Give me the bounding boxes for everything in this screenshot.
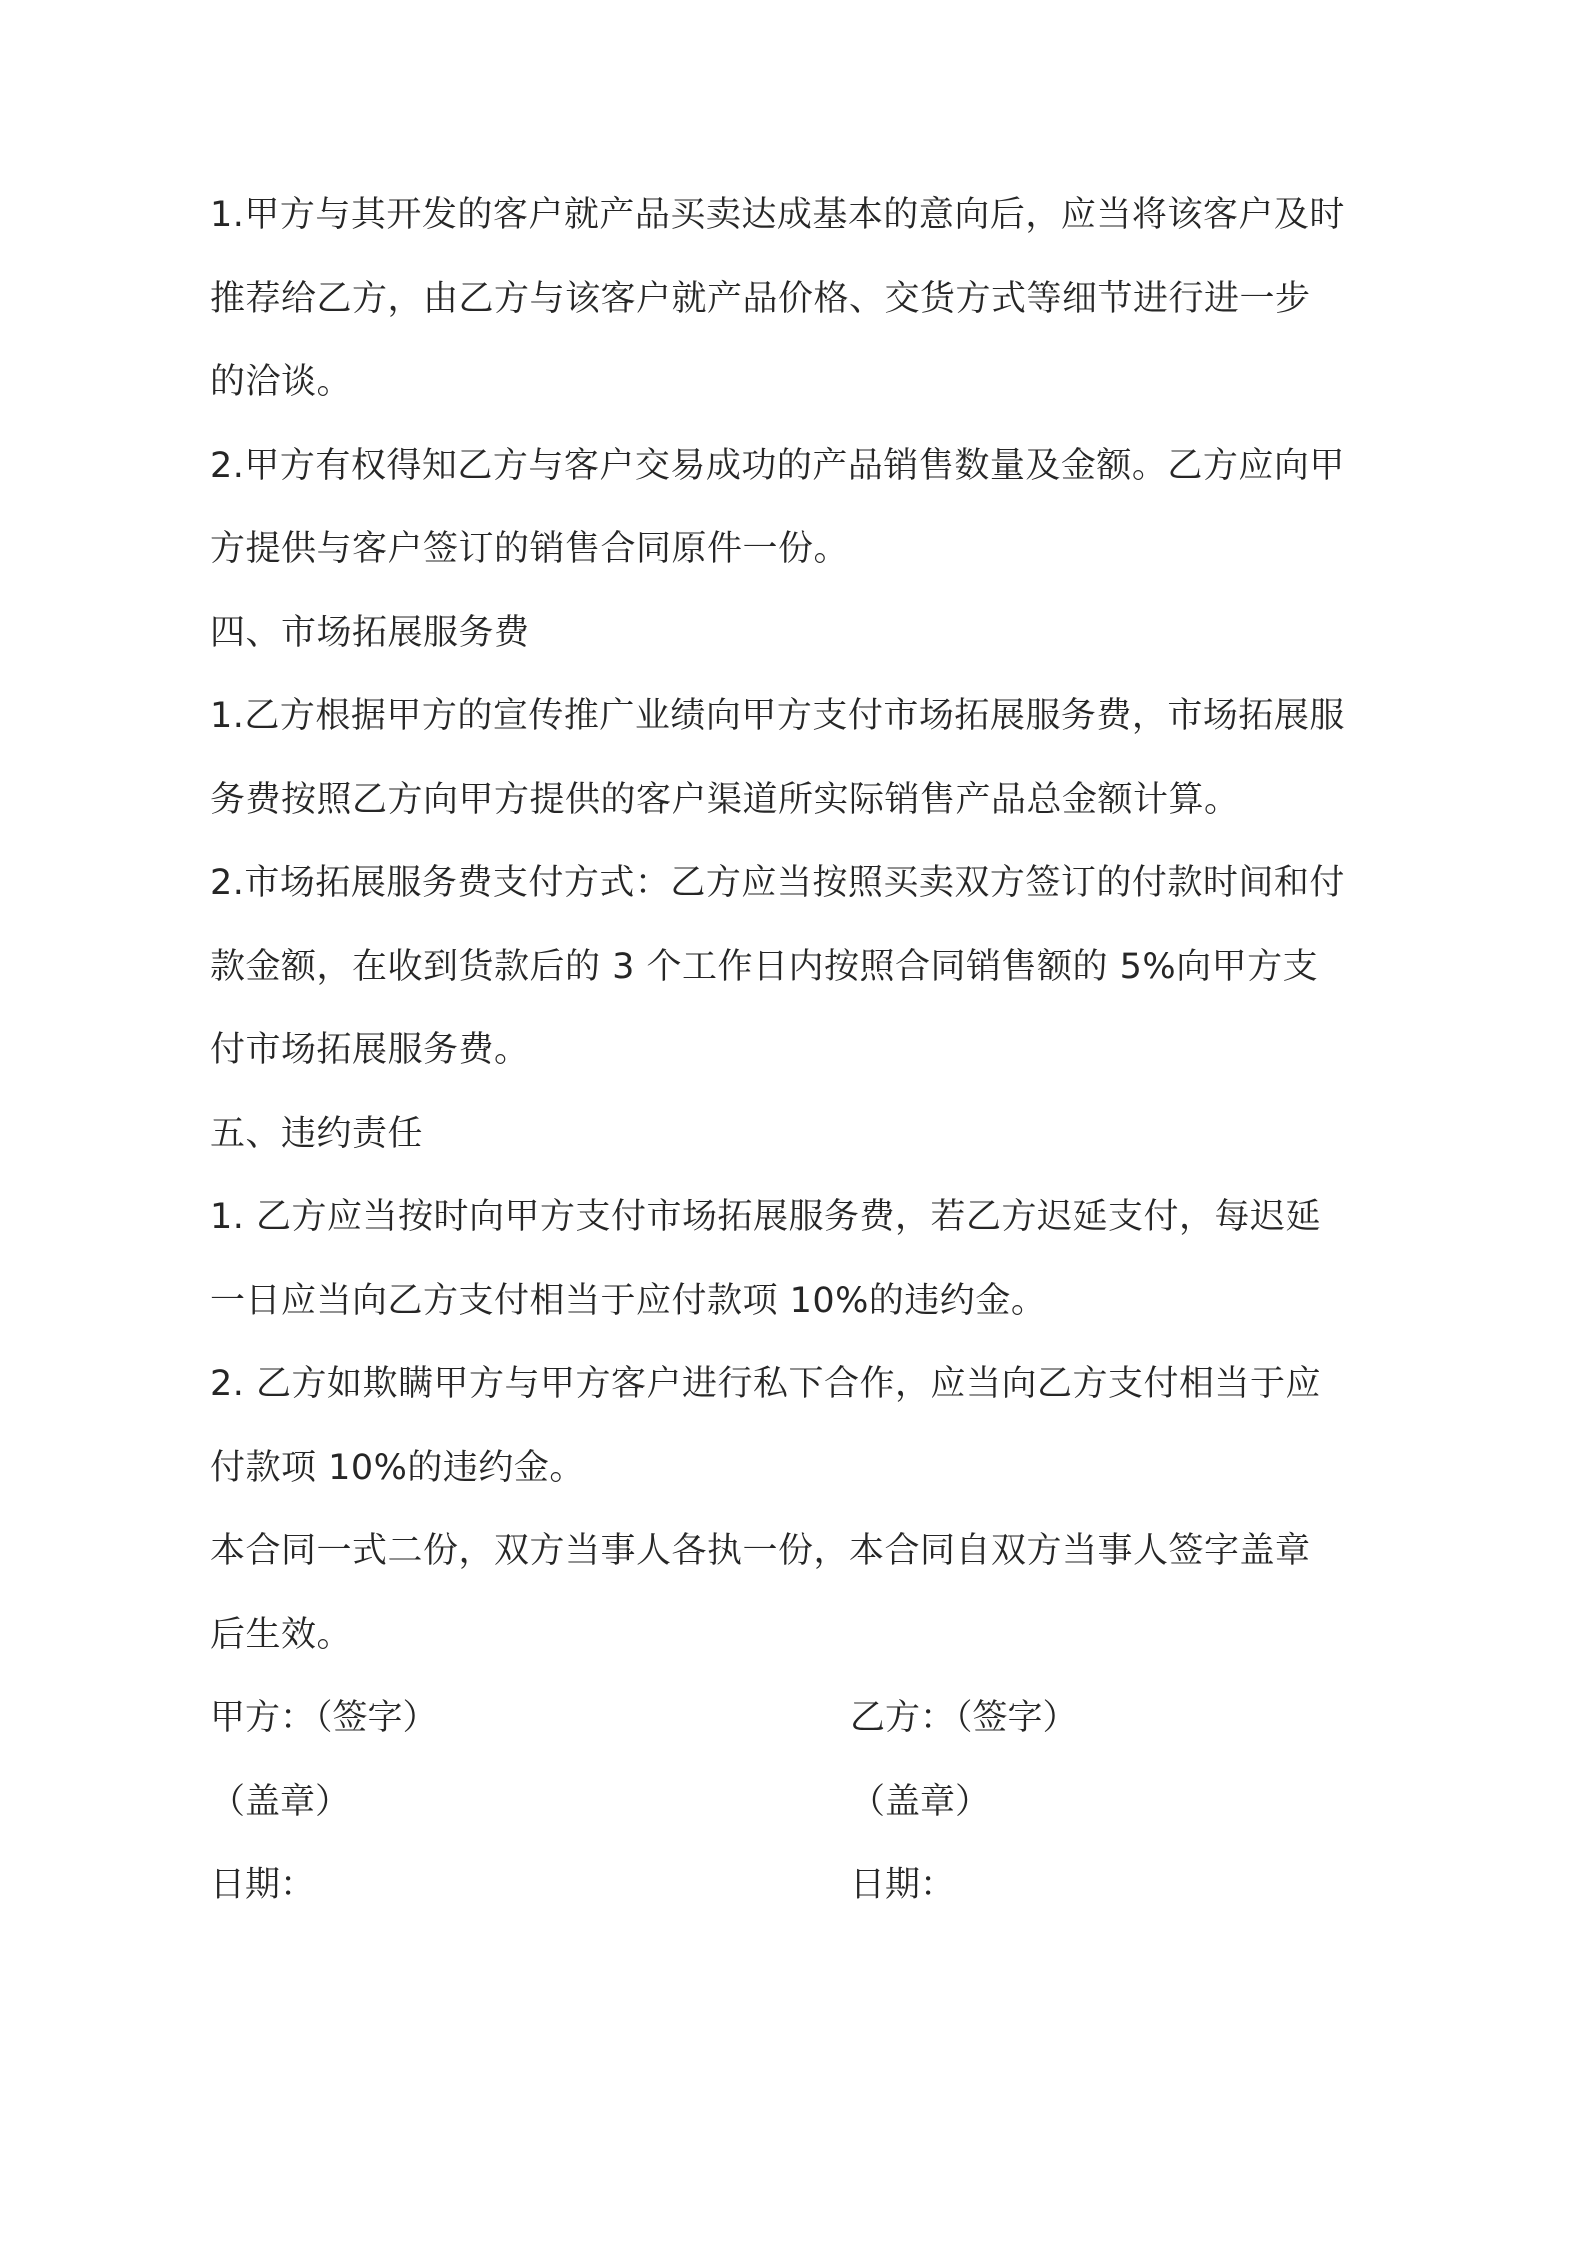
body-line: 1. 乙方应当按时向甲方支付市场拓展服务费，若乙方迟延支付，每迟延 <box>210 1197 1322 1237</box>
party-b-sign-label: 乙方：（签字） <box>850 1698 1078 1738</box>
body-line: 1.甲方与其开发的客户就产品买卖达成基本的意向后，应当将该客户及时 <box>210 195 1345 235</box>
body-line: 2. 乙方如欺瞒甲方与甲方客户进行私下合作，应当向乙方支付相当于应 <box>210 1364 1322 1404</box>
contract-body <box>210 174 1390 1928</box>
party-a-sign-label: 甲方：（签字） <box>210 1698 438 1738</box>
party-b-seal-label: （盖章） <box>850 1781 991 1822</box>
body-line: 推荐给乙方，由乙方与该客户就产品价格、交货方式等细节进行进一步 <box>210 278 1311 319</box>
body-line: 务费按照乙方向甲方提供的客户渠道所实际销售产品总金额计算。 <box>210 779 1240 820</box>
body-line: 方提供与客户签订的销售合同原件一份。 <box>210 529 850 569</box>
signature-row <box>210 1677 1390 1761</box>
party-a-date-label: 日期： <box>210 1865 316 1905</box>
body-line: 的洽谈。 <box>210 362 353 402</box>
body-line: 款金额，在收到货款后的 3 个工作日内按照合同销售额的 5%向甲方支 <box>210 946 1319 987</box>
body-line: 本合同一式二份，双方当事人各执一份，本合同自双方当事人签字盖章 <box>210 1531 1311 1571</box>
body-line: 一日应当向乙方支付相当于应付款项 10%的违约金。 <box>210 1280 1047 1321</box>
date-row <box>210 1844 1390 1928</box>
seal-row <box>210 1761 1390 1845</box>
body-line: 2.甲方有权得知乙方与客户交易成功的产品销售数量及金额。乙方应向甲 <box>210 445 1345 486</box>
section-heading: 五、违约责任 <box>210 1113 424 1154</box>
body-line: 后生效。 <box>210 1614 353 1655</box>
body-line: 2.市场拓展服务费支付方式：乙方应当按照买卖双方签订的付款时间和付 <box>210 863 1345 903</box>
body-line: 1.乙方根据甲方的宣传推广业绩向甲方支付市场拓展服务费，市场拓展服 <box>210 696 1345 736</box>
body-line: 付市场拓展服务费。 <box>210 1030 530 1070</box>
body-line: 付款项 10%的违约金。 <box>210 1447 585 1488</box>
party-b-date-label: 日期： <box>850 1865 956 1905</box>
section-heading: 四、市场拓展服务费 <box>210 612 530 653</box>
party-a-seal-label: （盖章） <box>210 1781 351 1822</box>
